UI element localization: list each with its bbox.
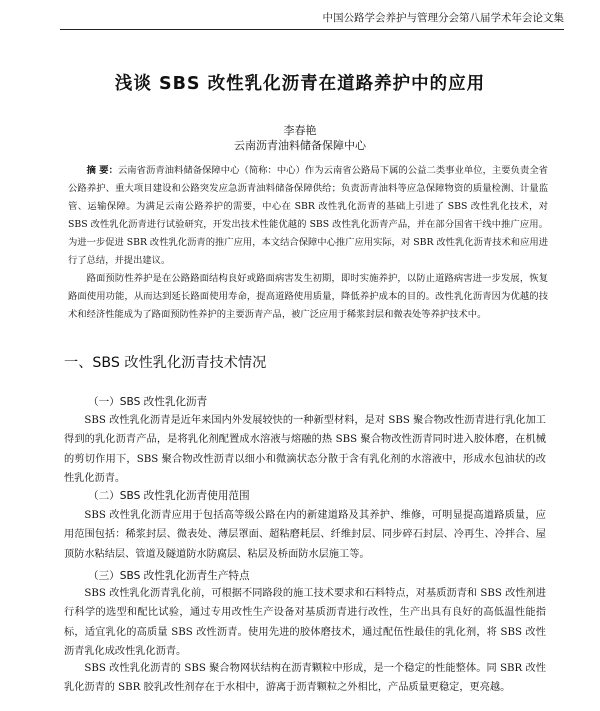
paper-title: 浅谈 SBS 改性乳化沥青在道路养护中的应用 [114,74,486,94]
subsection-3-text-2: SBS 改性乳化沥青的 SBS 聚合物网状结构在沥青颗粒中形成，是一个稳定的性能整体。同 SBR 改性乳化沥青的 SBR 胶乳改性剂存在于水相中，游离于沥青颗粒之外相比，产品质量更稳定，更亮越。 [64,663,546,694]
subsection-2-heading: （二）SBS 改性乳化沥青使用范围 [88,490,250,502]
subsection-3-heading: （三）SBS 改性乳化沥青生产特点 [88,570,250,582]
subsection-2-text: SBS 改性乳化沥青应用于包括高等级公路在内的新建道路及其养护、维修，可明显提高道路质量，应用范围包括：稀浆封层、微表处、薄层罩面、超粘磨耗层、纤维封层、同步碎石封层、冷再生、冷拌合、屋顶防水粘结层、管道及隧道防水防腐层、粘层及桥面防水层施工等。 [64,510,546,560]
running-header-text: 中国公路学会养护与管理分会第八届学术年会论文集 [322,12,564,24]
abstract-paragraph-1 [68,162,548,270]
abstract-paragraph-2: 路面预防性养护是在公路路面结构良好或路面病害发生初期，即时实施养护，以防止道路病害进一步发展，恢复路面使用功能，从而达到延长路面使用寿命，提高道路使用质量，降低养护成本的目的。改性乳化沥青因为优越的技术和经济性能成为了路面预防性养护的主要沥青产品，被广泛应用于稀浆封层和微表处等养护技术中。 [68,273,548,320]
abstract-label: 摘 要： [86,165,118,176]
subsection-3-text-1: SBS 改性乳化沥青乳化前，可根据不同路段的施工技术要求和石料特点，对基质沥青和 SBS 改性剂进行科学的选型和配比试验，通过专用改性生产设备对基质沥青进行改性，生产出具有良好的高低温性能指标，适宜乳化的高质量 SBS 改性沥青。使用先进的胶体磨技术，通过配伍性最佳的乳化剂，将 SBS 改性沥青乳化成改性乳化沥青。 [64,588,546,657]
author-name: 李春艳 [283,124,317,137]
subsection-1-text: SBS 改性乳化沥青是近年来国内外发展较快的一种新型材料，是对 SBS 聚合物改性沥青进行乳化加工得到的乳化沥青产品，是将乳化剂配置成水溶液与熔融的热 SBS 聚合物改性沥青同时进入胶体磨，在机械的剪切作用下，SBS 聚合物改性沥青以细小和微滴状态分散于含有乳化剂的水溶液中，形成水包油状的改性乳化沥青。 [64,415,546,484]
section-1-heading: 一、SBS 改性乳化沥青技术情况 [64,355,267,371]
abstract-text-1: 云南省沥青油料储备保障中心（简称：中心）作为云南省公路局下属的公益二类事业单位，主要负责全省公路养护、重大项目建设和公路突发应急沥青油料储备保障供给；负责沥青油料等应急保障物资的质量检测、计量监管、运输保障。为满足云南公路养护的需要，中心在 SBR 改性乳化沥青的基础上引进了 SBS 改性乳化技术，对 SBS 改性乳化沥青进行试验研究，开发出技术性能优越的 SBS 改性乳化沥青产品，并在部分国省干线中推广应用。为进一步促进 SBR 改性乳化沥青的推广应用，本文结合保障中心推广应用实际，对 SBR 改性乳化沥青技术和应用进行了总结，并提出建议。 [68,165,548,266]
subsection-1-heading: （一）SBS 改性乳化沥青 [88,396,208,408]
abstract [68,162,548,324]
author-affiliation: 云南沥青油料储备保障中心 [234,139,366,152]
running-header [60,9,564,30]
